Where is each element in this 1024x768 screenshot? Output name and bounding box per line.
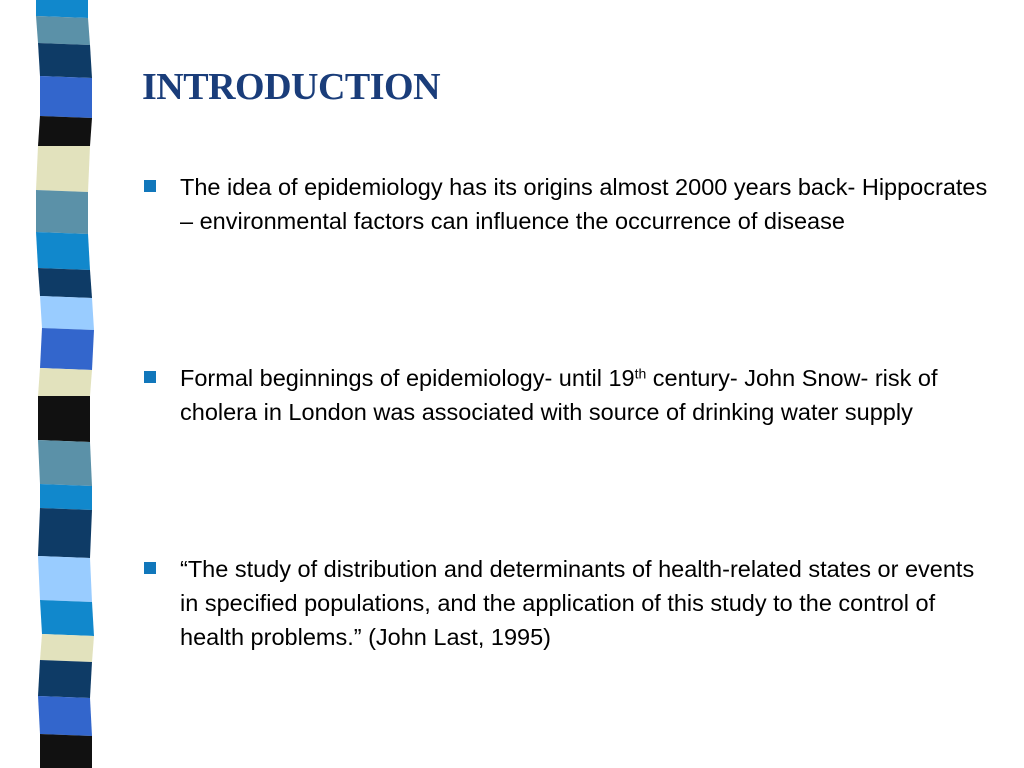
stripe-bar-graphic — [26, 0, 102, 768]
bullet-text: The idea of epidemiology has its origins almost 2000 years back- Hippocrates – environmental factors can influence the occurrence of disease — [180, 174, 988, 234]
superscript: th — [634, 365, 647, 382]
bullet-text: “The study of distribution and determinants of health-related states or events in specified populations, and the application of this study to the control of health problems.” (John Last, 1995) — [180, 556, 975, 650]
bullet-text — [180, 361, 990, 429]
square-bullet-icon — [144, 180, 156, 192]
bullet-text-part: century- John Snow- risk of cholera in London was associated with source of drinking water supply — [180, 365, 938, 425]
square-bullet-icon — [144, 371, 156, 383]
bullet-text-part: Formal beginnings of epidemiology- until 19 — [180, 365, 635, 391]
square-bullet-icon — [144, 562, 156, 574]
decorative-stripe-bar — [26, 0, 102, 768]
slide-title: INTRODUCTION — [142, 66, 441, 108]
